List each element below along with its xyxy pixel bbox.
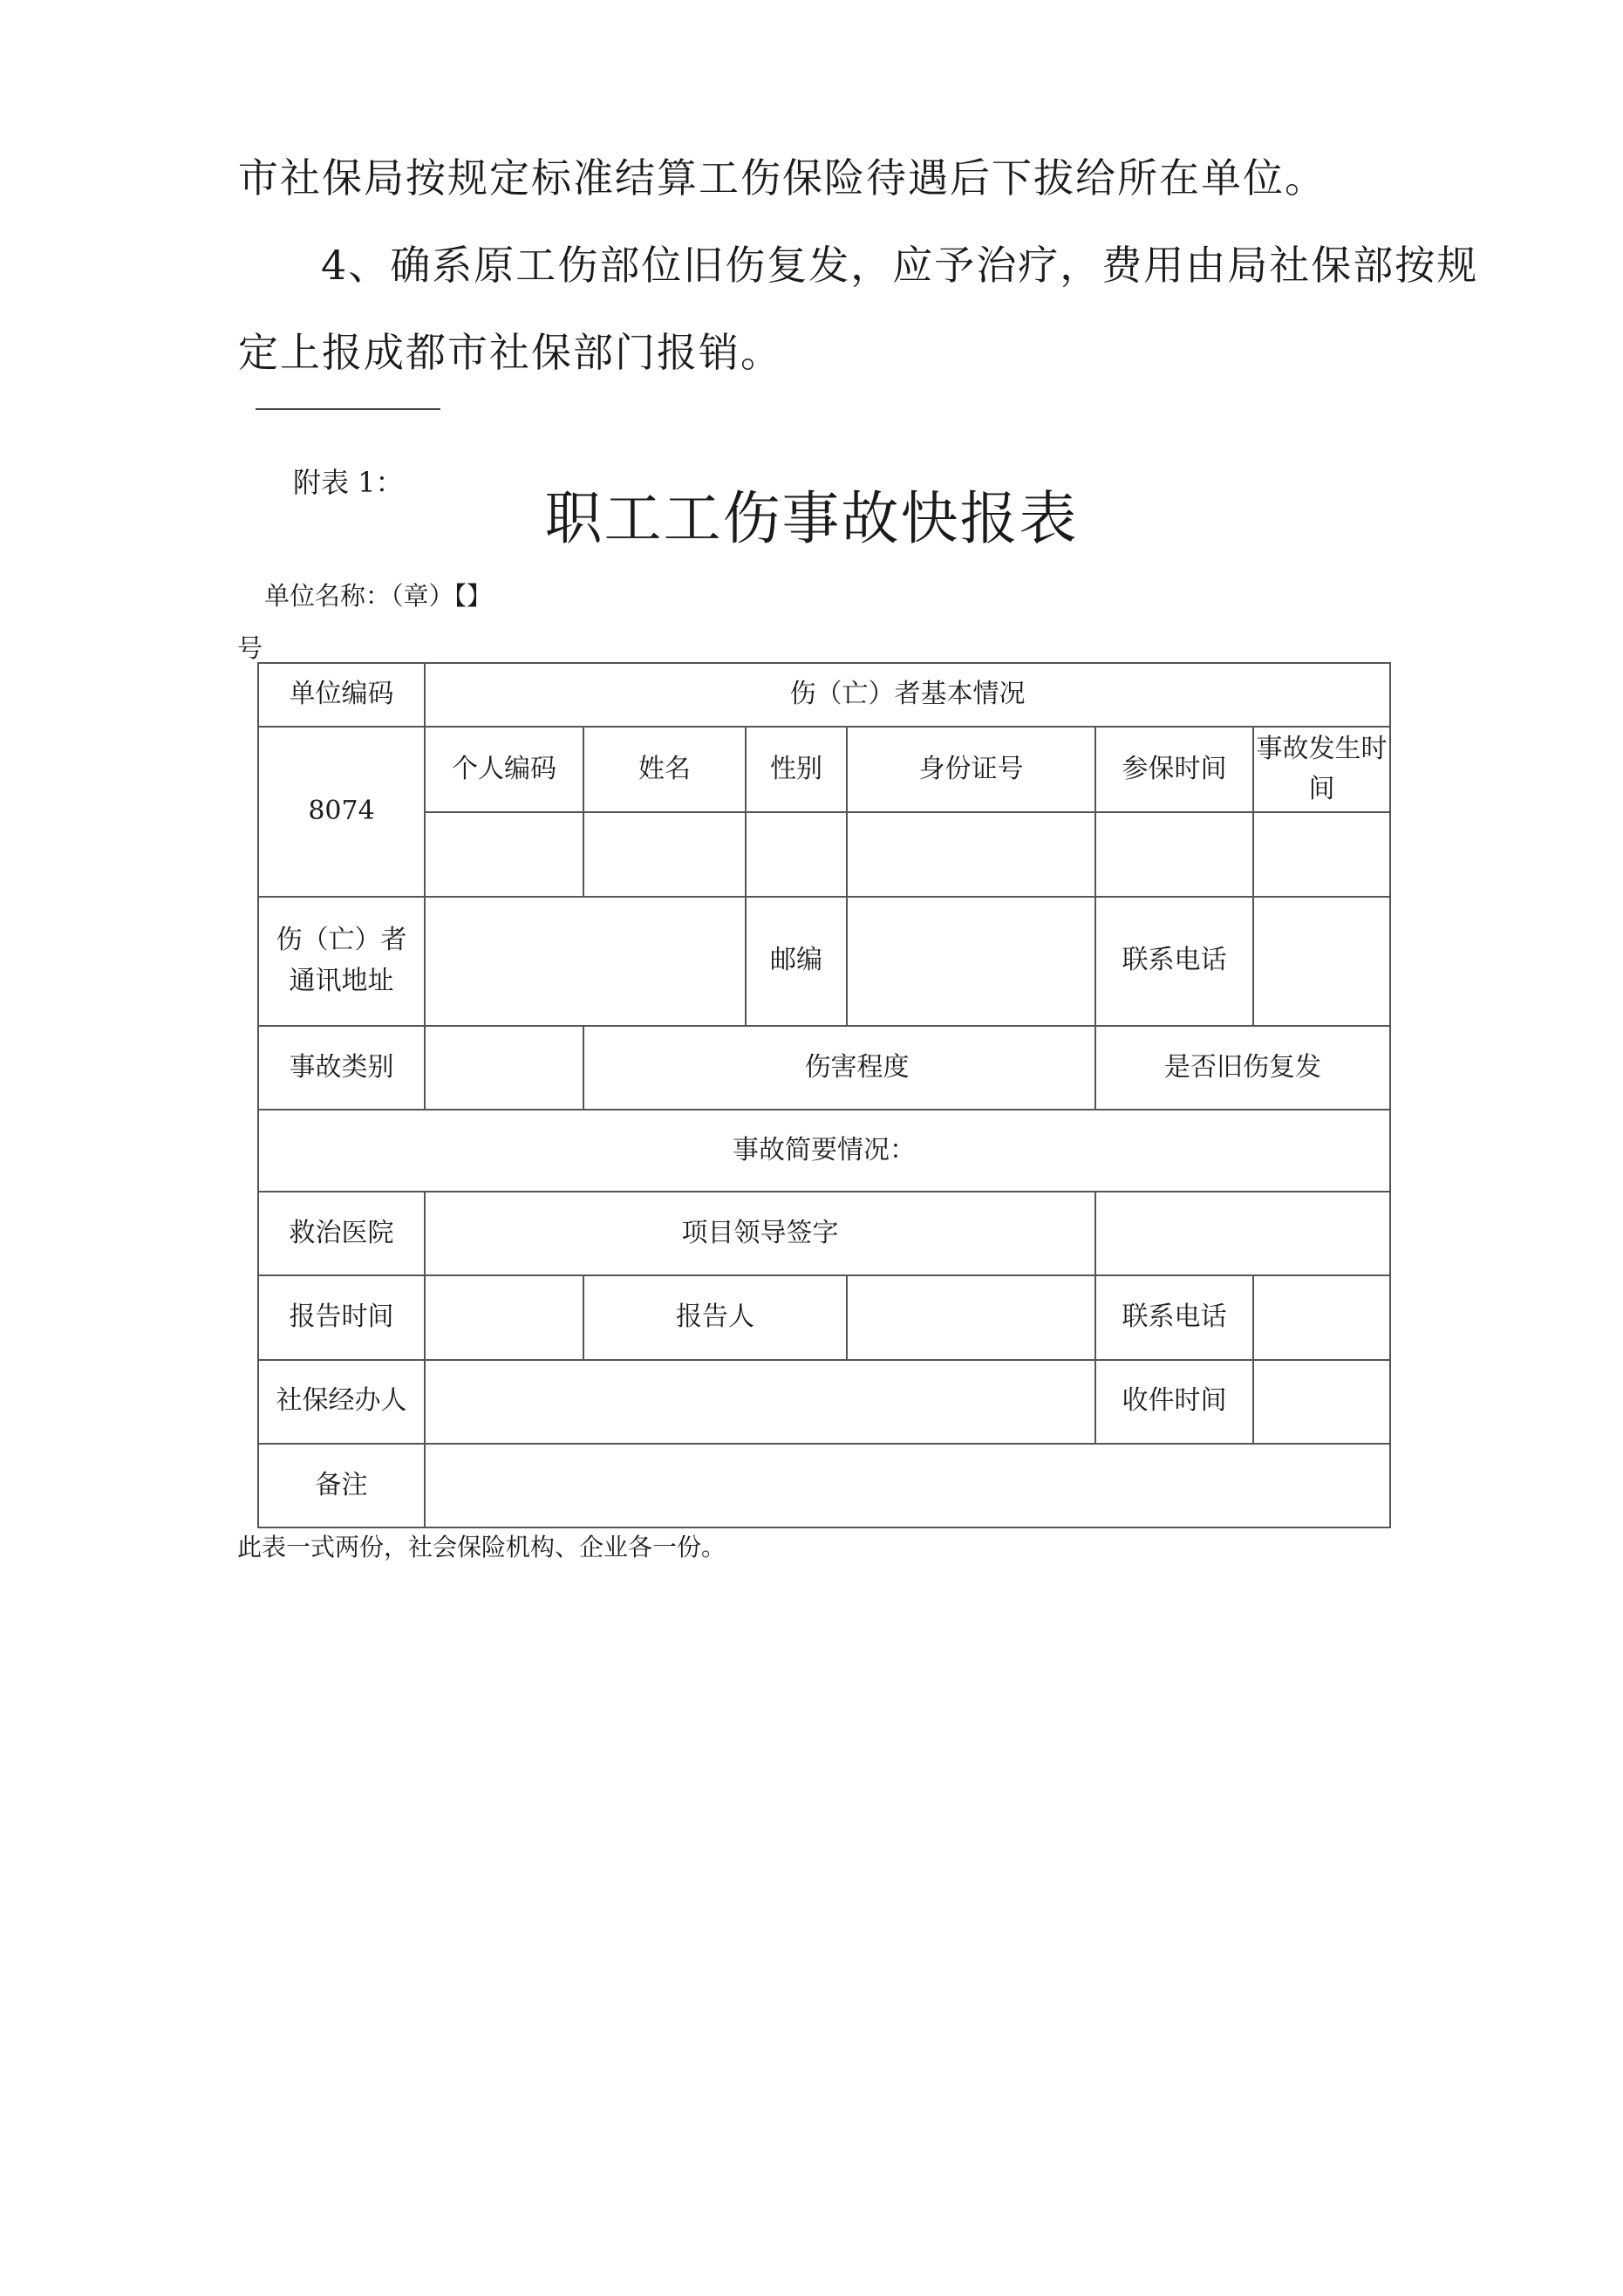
name-cell[interactable] [583, 812, 746, 896]
id-number-cell[interactable] [847, 812, 1095, 896]
social-agent-cell[interactable] [425, 1360, 1095, 1444]
unit-name-line: 单位名称：（章）【】 [264, 581, 493, 611]
gender-header: 性别 [746, 727, 847, 812]
receipt-time-label: 收件时间 [1095, 1360, 1253, 1444]
name-header: 姓名 [583, 727, 746, 812]
contact-phone-cell[interactable] [1253, 1275, 1390, 1359]
paragraph-line-2: 4、确系原工伤部位旧伤复发，应予治疗，费用由局社保部按规 [321, 242, 1479, 289]
accident-type-label: 事故类别 [258, 1026, 425, 1110]
old-injury-label: 是否旧伤复发 [1095, 1026, 1390, 1110]
accident-time-header: 事故发生时间 [1253, 727, 1390, 812]
personal-code-cell[interactable] [425, 812, 583, 896]
insured-time-header: 参保时间 [1095, 727, 1253, 812]
personal-code-header: 个人编码 [425, 727, 583, 812]
address-label: 伤（亡）者通讯地址 [258, 897, 425, 1026]
injury-degree-label: 伤害程度 [583, 1026, 1095, 1110]
id-number-header: 身份证号 [847, 727, 1095, 812]
contact-phone-label: 联系电话 [1095, 1275, 1253, 1359]
receipt-time-cell[interactable] [1253, 1360, 1390, 1444]
postcode-label: 邮编 [746, 897, 847, 1026]
leader-sign-label: 项目领导签字 [425, 1192, 1095, 1275]
reporter-cell[interactable] [847, 1275, 1095, 1359]
phone-cell[interactable] [1253, 897, 1390, 1026]
remarks-label: 备注 [258, 1444, 425, 1527]
social-agent-label: 社保经办人 [258, 1360, 425, 1444]
report-time-cell[interactable] [425, 1275, 583, 1359]
injured-info-header: 伤（亡）者基本情况 [425, 663, 1390, 727]
accident-summary[interactable]: 事故简要情况： [258, 1110, 1390, 1192]
paragraph-line-1: 市社保局按规定标准结算工伤保险待遇后下拔给所在单位。 [238, 154, 1326, 202]
leader-sign-cell[interactable] [1095, 1192, 1390, 1275]
annex-label: 附表 1： [293, 466, 404, 499]
postcode-cell[interactable] [847, 897, 1095, 1026]
footnote-divider [256, 408, 440, 410]
accident-report-table [257, 662, 1391, 1528]
gender-cell[interactable] [746, 812, 847, 896]
report-time-label: 报告时间 [258, 1275, 425, 1359]
address-cell[interactable] [425, 897, 746, 1026]
accident-type-cell[interactable] [425, 1026, 583, 1110]
unit-code-value: 8074 [258, 727, 425, 896]
paragraph-line-3: 定上报成都市社保部门报销。 [238, 329, 782, 376]
phone-label: 联系电话 [1095, 897, 1253, 1026]
table-footnote: 此表一式两份，社会保险机构、企业各一份。 [237, 1533, 726, 1561]
insured-time-cell[interactable] [1095, 812, 1253, 896]
hospital-label: 救治医院 [258, 1192, 425, 1275]
form-title: 职工工伤事故快报表 [544, 485, 1079, 552]
unit-code-label: 单位编码 [258, 663, 425, 727]
remarks-cell[interactable] [425, 1444, 1390, 1527]
number-suffix: 号 [237, 633, 263, 663]
reporter-label: 报告人 [583, 1275, 847, 1359]
accident-time-cell[interactable] [1253, 812, 1390, 896]
